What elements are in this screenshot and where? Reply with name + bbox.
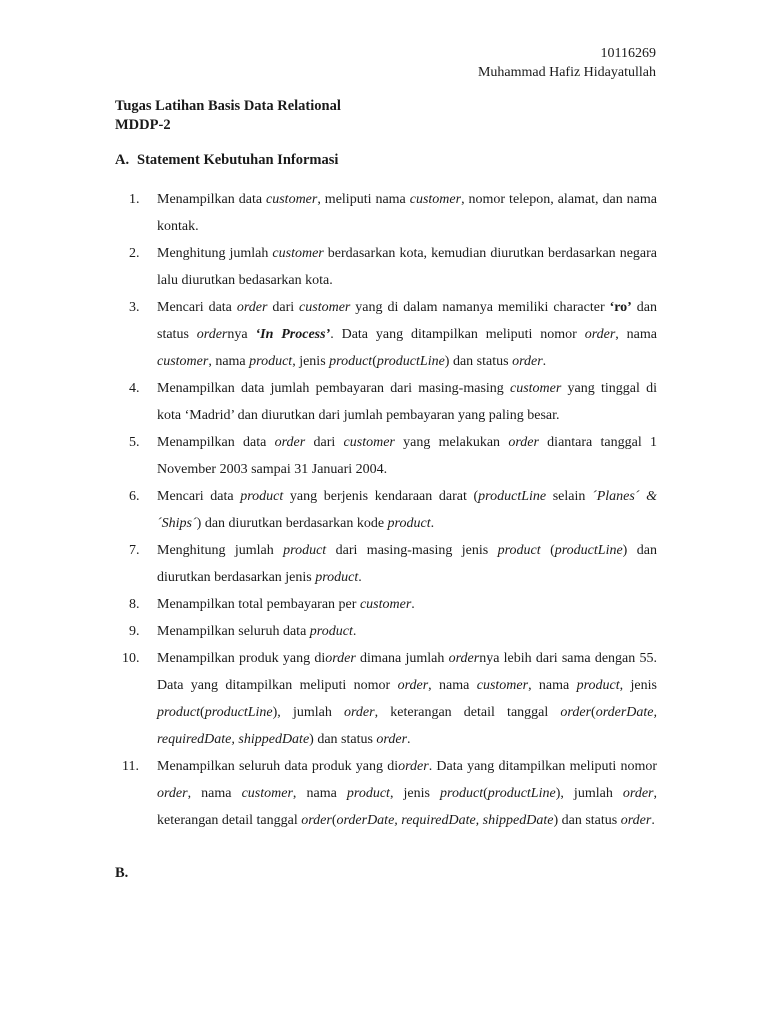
list-item-text: productLine <box>376 354 445 369</box>
list-item-text: Mencari data <box>157 300 237 315</box>
list-item-number: 3. <box>129 300 140 315</box>
list-item <box>129 537 657 591</box>
list-item-text: Menampilkan data <box>157 192 267 207</box>
list-item-text: order <box>376 732 408 747</box>
list-item <box>129 294 657 375</box>
list-item-text: product <box>309 624 353 639</box>
list-item-number: 2. <box>129 246 140 261</box>
list-item-text: customer <box>272 246 324 261</box>
list-item-text: , nama <box>292 786 347 801</box>
list-item-text: order <box>274 435 306 450</box>
list-item-number: 4. <box>129 381 140 396</box>
list-item-text: Menghitung jumlah <box>157 246 273 261</box>
list-item-text: nya <box>227 327 256 342</box>
list-item-number: 11. <box>122 759 139 774</box>
list-item-text: ) dan status <box>309 732 377 747</box>
student-id: 10116269 <box>600 46 656 61</box>
list-item-text: order <box>344 705 375 720</box>
list-item-text: ) dan status <box>444 354 513 369</box>
list-item-text: order <box>157 786 188 801</box>
list-item <box>129 186 657 240</box>
list-item <box>122 645 657 753</box>
list-item <box>129 591 657 618</box>
list-item-text: order <box>301 813 332 828</box>
list-item-text: ) dan diurutkan berdasarkan jenis <box>157 543 657 585</box>
list-item-text: dari <box>267 300 300 315</box>
list-item-text: product <box>440 786 484 801</box>
list-item-text: , jenis <box>619 678 657 693</box>
list-item-text: product <box>329 354 373 369</box>
list-item <box>122 753 658 834</box>
list-item-text: product <box>283 543 327 558</box>
list-item-text: dan status <box>157 300 658 342</box>
list-item-text: nya lebih dari sama dengan 55. Data yang ditampilkan meliputi nomor <box>157 651 657 693</box>
list-item-text: ( <box>331 813 337 828</box>
list-item-text: order <box>508 435 539 450</box>
list-item-text: productLine <box>487 786 556 801</box>
list-item-text: yang tinggal di kota ‘Madrid’ dan diurutkan dari jumlah pembayaran yang paling besar. <box>157 381 657 423</box>
list-item-text: ), jumlah <box>272 705 344 720</box>
list-item-number: 6. <box>129 489 140 504</box>
list-item-text: Menampilkan produk yang di <box>157 651 326 666</box>
list-item-number: 7. <box>129 543 140 558</box>
list-item-text: product <box>346 786 390 801</box>
student-name: Muhammad Hafiz Hidayatullah <box>477 65 656 80</box>
list-item-text: order <box>397 678 429 693</box>
list-item-number: 8. <box>129 597 140 612</box>
list-item-text: ( <box>591 705 596 720</box>
list-item-text: . <box>411 597 415 612</box>
list-item-text: . <box>352 624 357 639</box>
list-item-text: order <box>584 327 616 342</box>
list-item-text: order <box>325 651 356 666</box>
list-item-text: ( <box>200 705 205 720</box>
list-item-text: . Data yang ditampilkan meliputi nomor <box>330 327 585 342</box>
list-item-text: order <box>560 705 592 720</box>
list-item-text: product <box>249 354 293 369</box>
list-item-text: , nama <box>615 327 657 342</box>
list-item-text: product <box>315 570 359 585</box>
list-item-text: customer <box>299 300 351 315</box>
title-line-2: MDDP-2 <box>115 117 171 133</box>
list-item-text: dari masing-masing jenis <box>326 543 498 558</box>
list-item-text: customer <box>510 381 562 396</box>
list-item-text: . <box>407 732 411 747</box>
list-item <box>129 483 657 537</box>
list-item-text: . <box>542 354 547 369</box>
list-item <box>129 429 657 483</box>
list-item-text: productLine <box>478 489 547 504</box>
list-item-text: dimana jumlah <box>355 651 449 666</box>
list-item-text: orderDate, requiredDate, shippedDate <box>336 813 554 828</box>
list-item-text: , nama <box>187 786 242 801</box>
list-item-text: ), jumlah <box>555 786 623 801</box>
requirements-list <box>122 186 658 834</box>
list-item-text: . <box>651 813 655 828</box>
list-item <box>129 240 657 294</box>
list-item-text: , jenis <box>292 354 330 369</box>
list-item-text: ) dan diurutkan berdasarkan kode <box>196 516 388 531</box>
list-item-text: . Data yang ditampilkan meliputi nomor <box>428 759 658 774</box>
list-item-text: product <box>387 516 431 531</box>
list-item-text: , nama <box>208 354 250 369</box>
title-line-1: Tugas Latihan Basis Data Relational <box>115 98 341 114</box>
list-item-text: product <box>576 678 620 693</box>
list-item-text: . <box>430 516 435 531</box>
list-item-text: customer <box>157 354 209 369</box>
list-item-text: ( <box>372 354 377 369</box>
list-item-text: order <box>398 759 429 774</box>
list-item-text: ( <box>483 786 488 801</box>
list-item-text: order <box>622 786 654 801</box>
list-item-text: ‘ro’ <box>609 300 632 315</box>
list-item-text: product <box>497 543 541 558</box>
list-item-text: dari <box>305 435 344 450</box>
list-item-text: selain <box>546 489 593 504</box>
list-item-text: , keterangan detail tanggal <box>157 786 657 828</box>
document-title <box>115 97 341 135</box>
list-item-text: ( <box>540 543 555 558</box>
list-item-text: Menampilkan seluruh data produk yang di <box>157 759 399 774</box>
list-item-text: yang di dalam namanya memiliki character <box>350 300 610 315</box>
list-item-text: Menampilkan data <box>157 435 275 450</box>
list-item-text: ´Planes´ & ´Ships´ <box>157 489 657 531</box>
list-item-text: product <box>157 705 201 720</box>
section-a-heading <box>115 151 338 170</box>
list-item-text: customer <box>476 678 529 693</box>
list-item-text: , nama <box>528 678 577 693</box>
list-item-text: order <box>236 300 268 315</box>
list-item-text: ‘In Process’ <box>255 327 331 342</box>
list-item-number: 5. <box>129 435 140 450</box>
section-a-letter: A. <box>115 152 130 168</box>
list-item <box>129 375 657 429</box>
list-item-text: productLine <box>554 543 623 558</box>
list-item <box>129 618 657 645</box>
list-item-text: berdasarkan kota, kemudian diurutkan berdasarkan negara lalu diurutkan bedasarkan kota. <box>157 246 657 288</box>
list-item-text: customer <box>343 435 395 450</box>
list-item-text: orderDate, requiredDate, shippedDate <box>157 705 657 747</box>
list-item-text: customer <box>241 786 293 801</box>
list-item-text: , keterangan detail tanggal <box>374 705 561 720</box>
list-item-text: customer <box>409 192 462 207</box>
section-b-letter: B. <box>115 865 129 881</box>
list-item-text: yang melakukan <box>394 435 509 450</box>
list-item-text: order <box>448 651 480 666</box>
list-item-text: Menampilkan data jumlah pembayaran dari masing-masing <box>157 381 510 396</box>
list-item-number: 9. <box>129 624 140 639</box>
list-item-text: Menampilkan total pembayaran per <box>157 597 360 612</box>
list-item-text: , nomor telepon, alamat, dan nama kontak. <box>157 192 657 234</box>
list-item-text: , jenis <box>389 786 441 801</box>
list-item-text: . <box>358 570 362 585</box>
list-item-text: order <box>512 354 543 369</box>
list-item-text: order <box>196 327 228 342</box>
list-item-number: 1. <box>129 192 140 207</box>
list-item-text: product <box>240 489 284 504</box>
list-item-text: diantara tanggal 1 November 2003 sampai 31 Januari 2004. <box>157 435 658 477</box>
list-item-text: customer <box>266 192 318 207</box>
list-item-text: customer <box>359 597 412 612</box>
list-item-text: , nama <box>428 678 477 693</box>
list-item-text: order <box>620 813 652 828</box>
list-item-text: ) dan status <box>553 813 621 828</box>
list-item-text: Mencari data <box>157 489 241 504</box>
author-header <box>478 44 656 82</box>
list-item-text: Menampilkan seluruh data <box>157 624 310 639</box>
list-item-text: Menghitung jumlah <box>157 543 284 558</box>
list-item-text: , meliputi nama <box>317 192 410 207</box>
list-item-number: 10. <box>122 651 140 666</box>
section-b-heading <box>115 864 128 883</box>
section-a-title: Statement Kebutuhan Informasi <box>137 152 339 168</box>
list-item-text: yang berjenis kendaraan darat ( <box>283 489 479 504</box>
list-item-text: productLine <box>204 705 273 720</box>
